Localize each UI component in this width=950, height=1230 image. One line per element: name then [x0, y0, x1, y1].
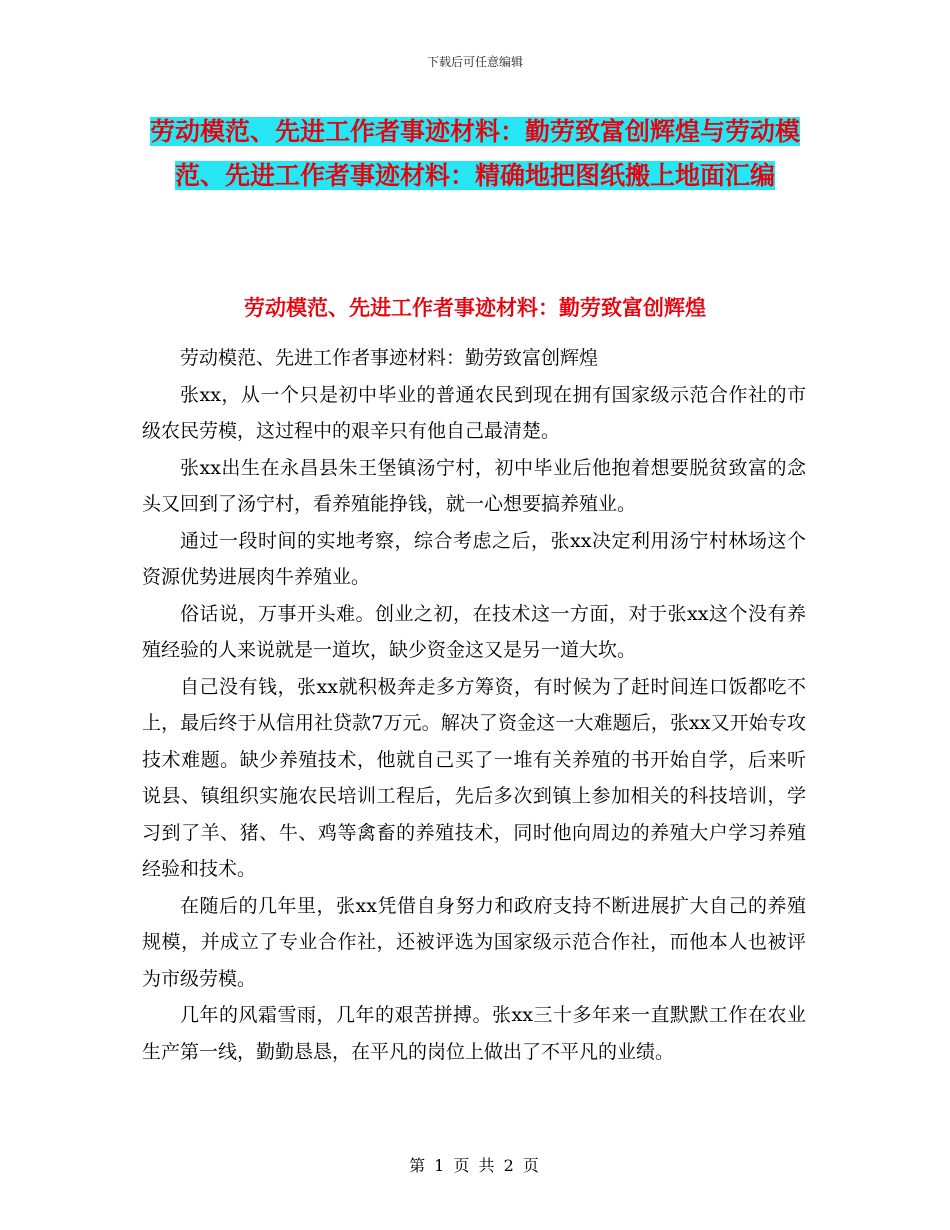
paragraph: 张xx，从一个只是初中毕业的普通农民到现在拥有国家级示范合作社的市级农民劳模，这过程中的艰辛只有他自己最清楚。 [142, 383, 806, 442]
page-number: 第 1 页 共 2 页 [409, 1156, 541, 1175]
paragraph: 通过一段时间的实地考察，综合考虑之后，张xx决定利用汤宁村林场这个资源优势进展肉牛养殖业。 [142, 529, 806, 588]
paragraph: 自己没有钱，张xx就积极奔走多方筹资，有时候为了赶时间连口饭都吃不上，最后终于从信用社贷款7万元。解决了资金这一大难题后，张xx又开始专攻技术难题。缺少养殖技术，他就自己买了一堆有关养殖的书开始自学，后来听说县、镇组织实施农民培训工程后，先后多次到镇上参加相关的科技培训，学习到了羊、猪、牛、鸡等禽畜的养殖技术，同时他向周边的养殖大户学习养殖经验和技术。 [142, 675, 806, 880]
section-heading: 劳动模范、先进工作者事迹材料：勤劳致富创辉煌 [244, 296, 706, 320]
paragraph: 几年的风霜雪雨，几年的艰苦拼搏。张xx三十多年来一直默默工作在农业生产第一线，勤勤恳恳，在平凡的岗位上做出了不平凡的业绩。 [142, 1004, 806, 1063]
paragraph: 俗话说，万事开头难。创业之初，在技术这一方面，对于张xx这个没有养殖经验的人来说就是一道坎，缺少资金这又是另一道大坎。 [142, 602, 806, 661]
paragraph: 在随后的几年里，张xx凭借自身努力和政府支持不断进展扩大自己的养殖规模，并成立了专业合作社，还被评选为国家级示范合作社，而他本人也被评为市级劳模。 [142, 894, 806, 990]
document-body [142, 340, 806, 1070]
document-title-text: 劳动模范、先进工作者事迹材料：勤劳致富创辉煌与劳动模范、先进工作者事迹材料：精确地把图纸搬上地面汇编 [149, 117, 800, 190]
header-note: 下载后可任意编辑 [426, 55, 523, 69]
document-title [140, 110, 810, 198]
paragraph: 劳动模范、先进工作者事迹材料：勤劳致富创辉煌 [180, 347, 599, 369]
paragraph: 张xx出生在永昌县朱王堡镇汤宁村，初中毕业后他抱着想要脱贫致富的念头又回到了汤宁村，看养殖能挣钱，就一心想要搞养殖业。 [142, 456, 806, 515]
